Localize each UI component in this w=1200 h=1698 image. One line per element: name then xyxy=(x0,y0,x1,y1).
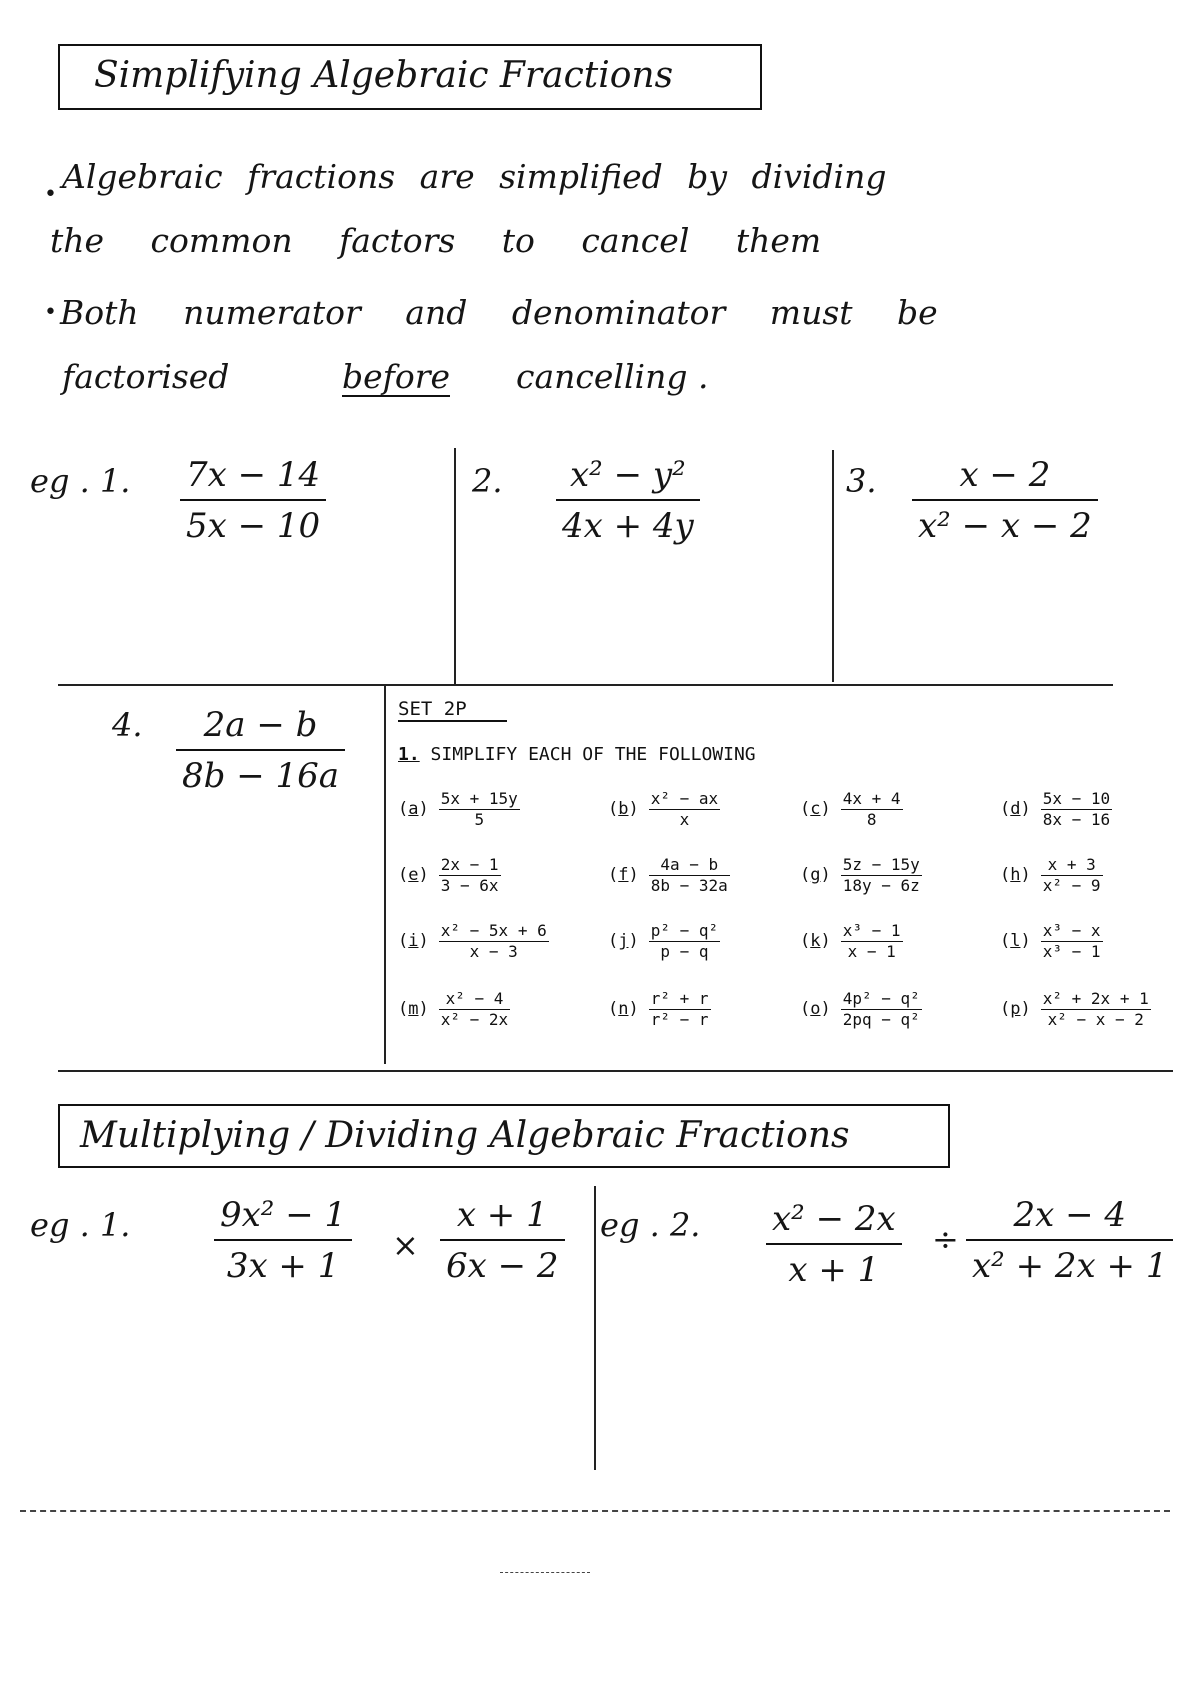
denominator: x xyxy=(679,809,690,829)
denominator: 4x + 4y xyxy=(562,506,694,547)
question-fraction xyxy=(649,922,720,960)
numerator: 4a − b xyxy=(660,855,719,874)
question-item xyxy=(1000,856,1103,894)
numerator: 5z − 15y xyxy=(842,855,920,874)
numerator: x² − ax xyxy=(650,789,719,808)
question-letter: g xyxy=(810,865,821,886)
question-item xyxy=(608,856,730,894)
question-letter: n xyxy=(618,999,629,1020)
denominator: p − q xyxy=(660,941,709,961)
denominator: 8b − 16a xyxy=(182,756,340,797)
example-label-1: eg . 1. xyxy=(30,462,131,500)
question-letter: d xyxy=(1010,799,1021,820)
denominator: x² − 9 xyxy=(1042,875,1101,895)
set-instruction xyxy=(398,744,756,765)
question-fraction xyxy=(841,922,903,960)
example-label-4: 4. xyxy=(112,706,143,744)
question-item xyxy=(800,856,922,894)
question-letter: a xyxy=(408,799,419,820)
question-item xyxy=(1000,922,1103,960)
denominator: x² − x − 2 xyxy=(1047,1009,1144,1029)
question-letter: f xyxy=(618,865,629,886)
fraction-bar xyxy=(912,499,1098,501)
numerator: p² − q² xyxy=(650,921,719,940)
example-label-3: 3. xyxy=(846,462,877,500)
question-label: (l) xyxy=(1000,931,1031,952)
question-fraction xyxy=(1041,990,1151,1028)
intro-line-2: the common factors to cancel them xyxy=(50,221,822,260)
question-letter: i xyxy=(408,931,419,952)
question-label: (d) xyxy=(1000,799,1031,820)
question-item xyxy=(398,990,510,1028)
question-item xyxy=(800,990,922,1028)
numerator: x² − y² xyxy=(570,455,686,495)
question-fraction xyxy=(439,990,510,1028)
question-fraction xyxy=(649,990,711,1028)
divider-horizontal-2 xyxy=(58,1070,1173,1072)
divide-operator: ÷ xyxy=(932,1220,959,1258)
numerator: x + 3 xyxy=(1047,855,1096,874)
question-letter: b xyxy=(618,799,629,820)
intro-line-4-a: factorised xyxy=(62,357,230,396)
example-fraction-3 xyxy=(912,456,1098,546)
fraction-bar xyxy=(556,499,700,501)
numerator: 9x² − 1 xyxy=(220,1195,347,1235)
multiply-fraction-1 xyxy=(214,1196,352,1286)
denominator: 8b − 32a xyxy=(650,875,728,895)
question-letter: l xyxy=(1010,931,1021,952)
denominator: 5x − 10 xyxy=(186,506,321,547)
title-simplifying-box xyxy=(58,44,762,110)
question-item xyxy=(608,990,711,1028)
question-label: (k) xyxy=(800,931,831,952)
numerator: x² − 4 xyxy=(445,989,504,1008)
numerator: 4p² − q² xyxy=(842,989,920,1008)
question-fraction xyxy=(439,922,549,960)
fraction-bar xyxy=(176,749,345,751)
question-label: (a) xyxy=(398,799,429,820)
question-label: (j) xyxy=(608,931,639,952)
denominator: x³ − 1 xyxy=(1042,941,1101,961)
intro-line-3: Both numerator and denominator must be xyxy=(60,293,938,332)
denominator: 3x + 1 xyxy=(226,1246,340,1287)
question-fraction xyxy=(649,856,730,894)
divider-vertical-1 xyxy=(454,448,456,684)
fraction-bar xyxy=(180,499,326,501)
divider-vertical-2 xyxy=(832,450,834,682)
numerator: 2x − 1 xyxy=(440,855,499,874)
divide-example-label-2: eg . 2. xyxy=(600,1206,701,1244)
numerator: 2x − 4 xyxy=(1013,1195,1126,1235)
divider-horizontal-1 xyxy=(58,684,1113,686)
question-fraction xyxy=(841,856,922,894)
numerator: x² + 2x + 1 xyxy=(1042,989,1149,1008)
multiply-example-label-1: eg . 1. xyxy=(30,1206,131,1244)
question-fraction xyxy=(439,790,520,828)
fraction-bar xyxy=(214,1239,352,1241)
question-label: (o) xyxy=(800,999,831,1020)
numerator: 5x − 10 xyxy=(1042,789,1111,808)
numerator: x − 2 xyxy=(959,455,1051,495)
denominator: x − 3 xyxy=(469,941,518,961)
intro-line-1: Algebraic fractions are simplified by dividing xyxy=(62,157,887,196)
fraction-bar xyxy=(966,1239,1173,1241)
question-letter: p xyxy=(1010,999,1021,1020)
question-item xyxy=(1000,990,1151,1028)
question-label: (h) xyxy=(1000,865,1031,886)
numerator: x + 1 xyxy=(456,1195,548,1235)
question-letter: k xyxy=(810,931,821,952)
question-fraction xyxy=(841,790,903,828)
question-item xyxy=(398,790,520,828)
bullet-dot: • xyxy=(44,300,57,325)
divider-vertical-3 xyxy=(384,686,386,1064)
title-multiplying-box xyxy=(58,1104,950,1168)
question-letter: e xyxy=(408,865,419,886)
example-fraction-4 xyxy=(176,706,345,796)
question-item xyxy=(398,856,501,894)
intro-line-4-b: before xyxy=(342,357,451,396)
question-item xyxy=(800,790,903,828)
question-item xyxy=(608,922,720,960)
multiply-fraction-2 xyxy=(440,1196,565,1286)
fraction-bar xyxy=(766,1243,902,1245)
divide-fraction-1 xyxy=(766,1200,902,1290)
numerator: x³ − 1 xyxy=(842,921,901,940)
denominator: 6x − 2 xyxy=(446,1246,559,1287)
dashed-divider xyxy=(20,1510,1170,1512)
question-fraction xyxy=(439,856,501,894)
question-label: (n) xyxy=(608,999,639,1020)
denominator: x² − 2x xyxy=(440,1009,509,1029)
question-item xyxy=(608,790,720,828)
denominator: x − 1 xyxy=(847,941,896,961)
denominator: x² + 2x + 1 xyxy=(972,1246,1168,1287)
question-label: (f) xyxy=(608,865,639,886)
question-letter: j xyxy=(618,931,629,952)
question-fraction xyxy=(1041,856,1103,894)
question-item xyxy=(1000,790,1112,828)
numerator: 5x + 15y xyxy=(440,789,518,808)
denominator: 2pq − q² xyxy=(842,1009,920,1029)
example-fraction-2 xyxy=(556,456,700,546)
denominator: 18y − 6z xyxy=(842,875,920,895)
denominator: 8x − 16 xyxy=(1042,809,1111,829)
question-label: (g) xyxy=(800,865,831,886)
denominator: 3 − 6x xyxy=(440,875,499,895)
denominator: x + 1 xyxy=(788,1250,880,1291)
question-item xyxy=(800,922,903,960)
question-fraction xyxy=(1041,790,1112,828)
denominator: 5 xyxy=(474,809,485,829)
numerator: x² − 5x + 6 xyxy=(440,921,547,940)
question-letter: c xyxy=(810,799,821,820)
numerator: 7x − 14 xyxy=(186,455,321,495)
question-fraction xyxy=(841,990,922,1028)
question-label: (p) xyxy=(1000,999,1031,1020)
example-label-2: 2. xyxy=(472,462,503,500)
question-label: (e) xyxy=(398,865,429,886)
numerator: r² + r xyxy=(650,989,709,1008)
denominator: 8 xyxy=(866,809,877,829)
denominator: r² − r xyxy=(650,1009,709,1029)
instruction-number: 1. xyxy=(398,744,420,765)
example-fraction-1 xyxy=(180,456,326,546)
multiply-operator: × xyxy=(392,1226,419,1264)
question-fraction xyxy=(649,790,720,828)
question-letter: o xyxy=(810,999,821,1020)
question-letter: m xyxy=(408,999,419,1020)
divider-vertical-4 xyxy=(594,1186,596,1470)
bullet-dot: • xyxy=(44,182,57,207)
instruction-text: SIMPLIFY EACH OF THE FOLLOWING xyxy=(430,744,756,765)
question-label: (i) xyxy=(398,931,429,952)
numerator: x³ − x xyxy=(1042,921,1101,940)
dashed-mark xyxy=(500,1572,590,1573)
question-letter: h xyxy=(1010,865,1021,886)
intro-line-4-c: cancelling . xyxy=(516,357,709,396)
title-multiplying: Multiplying / Dividing Algebraic Fractions xyxy=(80,1115,850,1156)
question-label: (c) xyxy=(800,799,831,820)
numerator: x² − 2x xyxy=(772,1199,896,1239)
question-fraction xyxy=(1041,922,1103,960)
question-label: (b) xyxy=(608,799,639,820)
question-item xyxy=(398,922,549,960)
title-simplifying: Simplifying Algebraic Fractions xyxy=(94,55,674,96)
denominator: x² − x − 2 xyxy=(918,506,1092,547)
fraction-bar xyxy=(440,1239,565,1241)
divide-fraction-2 xyxy=(966,1196,1173,1286)
numerator: 4x + 4 xyxy=(842,789,901,808)
question-label: (m) xyxy=(398,999,429,1020)
set-title: SET 2P xyxy=(398,698,507,722)
numerator: 2a − b xyxy=(203,705,318,745)
